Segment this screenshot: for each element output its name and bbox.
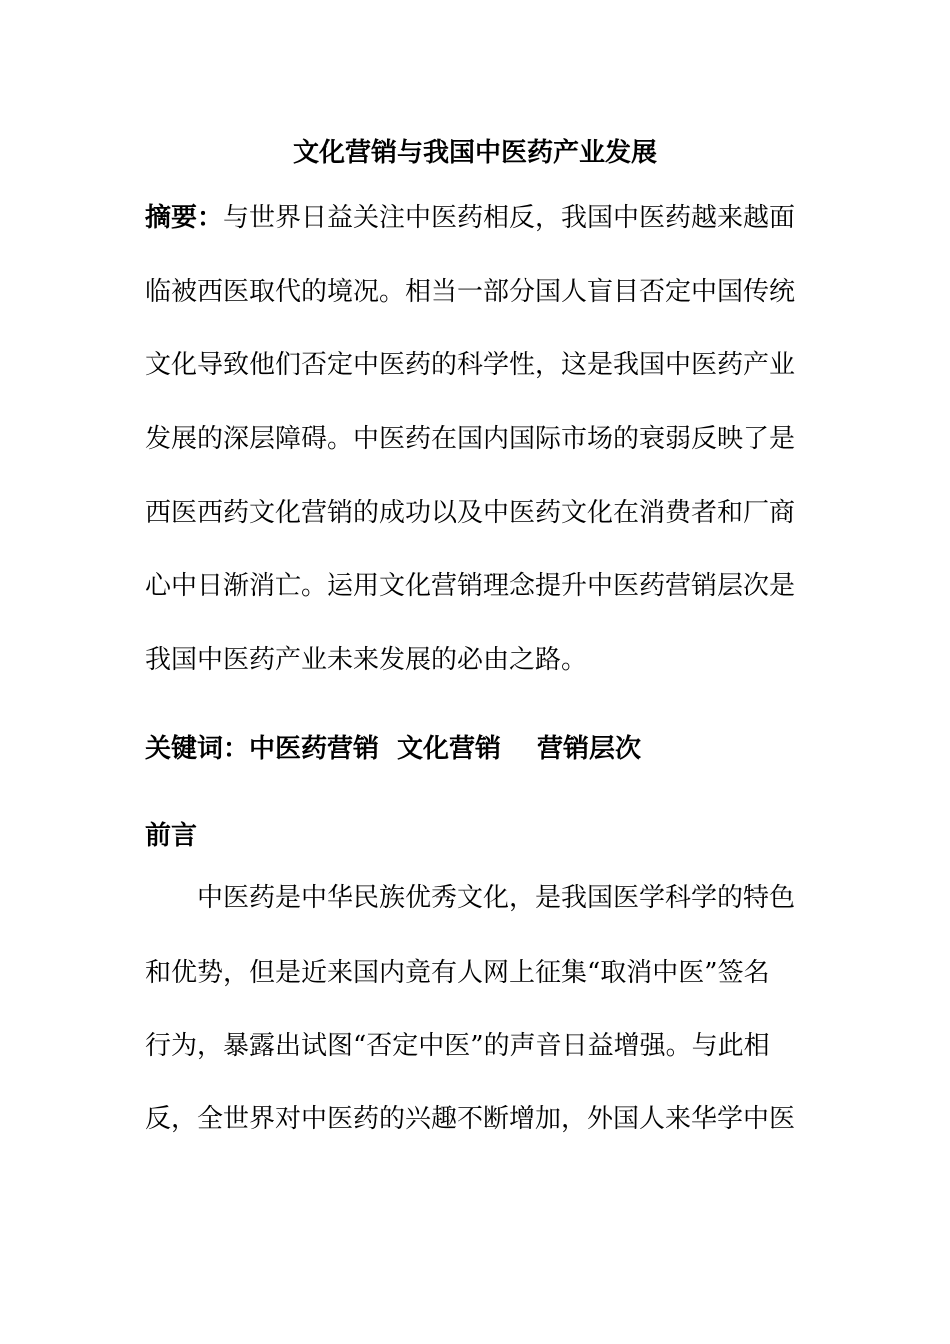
preface-line-2: 和优势，但是近来国内竟有人网上征集“取消中医”签名	[145, 958, 770, 988]
abstract-line-5: 西医西药文化营销的成功以及中医药文化在消费者和厂商	[145, 498, 796, 528]
keyword-3: 营销层次	[537, 734, 642, 764]
keywords-label: 关键词：	[145, 734, 250, 764]
abstract-text-1: 与世界日益关注中医药相反，我国中医药越来越面	[223, 203, 796, 233]
abstract-line-1	[145, 200, 795, 236]
preface-line-3: 行为，暴露出试图“否定中医”的声音日益增强。与此相	[145, 1031, 770, 1061]
document-title: 文化营销与我国中医药产业发展	[292, 138, 657, 168]
abstract-line-3: 文化导致他们否定中医药的科学性，这是我国中医药产业	[145, 350, 796, 380]
abstract-line-2: 临被西医取代的境况。相当一部分国人盲目否定中国传统	[145, 277, 796, 307]
preface-line-1: 中医药是中华民族优秀文化，是我国医学科学的特色	[197, 883, 796, 913]
keywords-line	[145, 731, 641, 767]
abstract-line-4: 发展的深层障碍。中医药在国内国际市场的衰弱反映了是	[145, 424, 796, 454]
keyword-1: 中医药营销	[249, 734, 380, 764]
preface-heading: 前言	[145, 821, 198, 851]
abstract-label: 摘要：	[145, 203, 224, 233]
abstract-line-7: 我国中医药产业未来发展的必由之路。	[145, 645, 588, 675]
keyword-2: 文化营销	[397, 734, 502, 764]
abstract-line-6: 心中日渐消亡。运用文化营销理念提升中医药营销层次是	[145, 571, 796, 601]
preface-line-4: 反，全世界对中医药的兴趣不断增加，外国人来华学中医	[145, 1104, 796, 1134]
